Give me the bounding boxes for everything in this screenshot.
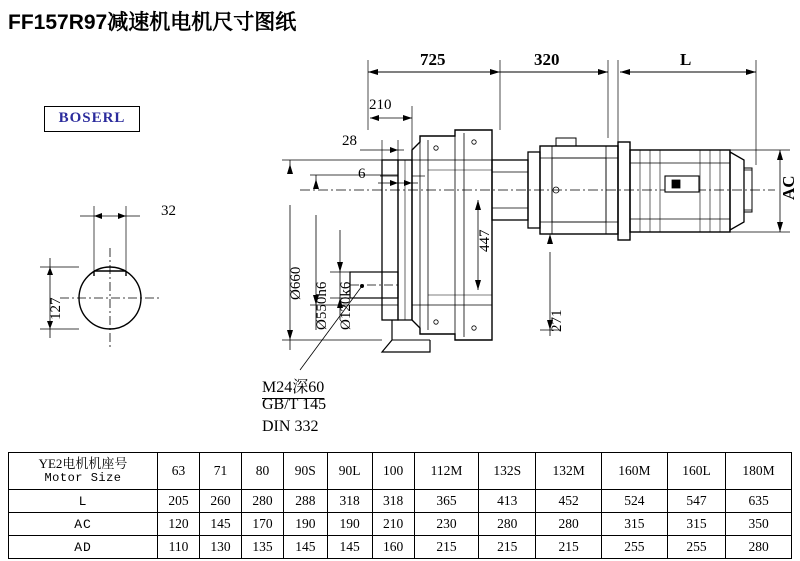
table-cell: 145 bbox=[327, 536, 372, 559]
dimension-660 bbox=[282, 160, 382, 350]
table-cell: 230 bbox=[414, 513, 479, 536]
table-cell: 315 bbox=[602, 513, 668, 536]
table-row bbox=[9, 490, 792, 513]
dim-label-271: 271 bbox=[549, 309, 565, 332]
table-cell: 280 bbox=[242, 490, 284, 513]
table-col-header: 80 bbox=[242, 453, 284, 490]
table-cell: 288 bbox=[284, 490, 328, 513]
dim-label-550: Ø550h6 bbox=[314, 281, 330, 330]
motor-body bbox=[618, 142, 752, 240]
table-header-label-en: Motor Size bbox=[44, 471, 122, 485]
dim-label-AC: AC bbox=[779, 175, 798, 200]
dim-label-660: Ø660 bbox=[288, 266, 304, 300]
table-cell: 280 bbox=[726, 536, 792, 559]
table-header-label-cn: YE2电机机座号 bbox=[38, 456, 128, 471]
table-cell: 205 bbox=[158, 490, 200, 513]
table-cell: 215 bbox=[414, 536, 479, 559]
table-cell: 215 bbox=[479, 536, 536, 559]
dim-label-127: 127 bbox=[48, 297, 64, 320]
table-cell: 145 bbox=[200, 513, 242, 536]
dim-label-28: 28 bbox=[342, 133, 357, 149]
table-cell: 255 bbox=[602, 536, 668, 559]
dim-label-L: L bbox=[680, 50, 692, 69]
table-cell: 452 bbox=[536, 490, 602, 513]
table-cell: 280 bbox=[536, 513, 602, 536]
table-row bbox=[9, 513, 792, 536]
output-flange bbox=[350, 160, 412, 320]
table-cell: 110 bbox=[158, 536, 200, 559]
table-cell: 260 bbox=[200, 490, 242, 513]
dim-label-32: 32 bbox=[161, 203, 176, 219]
table-col-header: 90S bbox=[284, 453, 328, 490]
dim-label-320: 320 bbox=[534, 50, 560, 69]
dimension-28 bbox=[360, 140, 404, 160]
table-cell: 170 bbox=[242, 513, 284, 536]
table-cell: 215 bbox=[536, 536, 602, 559]
dimension-L bbox=[618, 60, 756, 165]
dimension-725 bbox=[368, 60, 500, 130]
dimension-6 bbox=[378, 176, 425, 186]
table-cell: 318 bbox=[327, 490, 372, 513]
table-col-header: 63 bbox=[158, 453, 200, 490]
table-col-header: 71 bbox=[200, 453, 242, 490]
dim-label-210: 210 bbox=[369, 97, 392, 113]
table-header-label bbox=[9, 453, 158, 490]
table-cell: 190 bbox=[284, 513, 328, 536]
dim-label-725: 725 bbox=[420, 50, 446, 69]
table-col-header: 160L bbox=[667, 453, 725, 490]
note-standard-din: DIN 332 bbox=[262, 418, 319, 435]
dim-label-120: Ø120k6 bbox=[338, 281, 354, 330]
table-cell: 210 bbox=[372, 513, 414, 536]
table-row-label: AC bbox=[9, 513, 158, 536]
shaft-end-view bbox=[40, 206, 160, 348]
table-cell: 365 bbox=[414, 490, 479, 513]
table-cell: 130 bbox=[200, 536, 242, 559]
table-col-header: 100 bbox=[372, 453, 414, 490]
table-header-row bbox=[9, 453, 792, 490]
table-cell: 135 bbox=[242, 536, 284, 559]
table-cell: 190 bbox=[327, 513, 372, 536]
dim-label-6: 6 bbox=[358, 166, 366, 182]
table-cell: 255 bbox=[667, 536, 725, 559]
table-cell: 413 bbox=[479, 490, 536, 513]
table-row bbox=[9, 536, 792, 559]
note-standard-gb: GB/T 145 bbox=[262, 396, 327, 413]
motor-adapter bbox=[540, 138, 618, 234]
table-col-header: 160M bbox=[602, 453, 668, 490]
table-row-label: AD bbox=[9, 536, 158, 559]
note-thread: M24深60 bbox=[262, 374, 324, 399]
table-col-header: 180M bbox=[726, 453, 792, 490]
table-col-header: 132M bbox=[536, 453, 602, 490]
brand-logo-text: BOSERL bbox=[58, 110, 126, 126]
table-cell: 160 bbox=[372, 536, 414, 559]
table-cell: 350 bbox=[726, 513, 792, 536]
table-cell: 318 bbox=[372, 490, 414, 513]
table-cell: 280 bbox=[479, 513, 536, 536]
table-col-header: 112M bbox=[414, 453, 479, 490]
dim-label-447: 447 bbox=[477, 229, 493, 252]
table-row-label: L bbox=[9, 490, 158, 513]
table-cell: 547 bbox=[667, 490, 725, 513]
table-cell: 120 bbox=[158, 513, 200, 536]
table-cell: 315 bbox=[667, 513, 725, 536]
table-cell: 635 bbox=[726, 490, 792, 513]
table-col-header: 132S bbox=[479, 453, 536, 490]
page-title: FF157R97减速机电机尺寸图纸 bbox=[8, 11, 297, 34]
motor-size-table bbox=[8, 452, 792, 559]
table-cell: 524 bbox=[602, 490, 668, 513]
dimension-320 bbox=[500, 60, 608, 138]
table-col-header: 90L bbox=[327, 453, 372, 490]
table-cell: 145 bbox=[284, 536, 328, 559]
